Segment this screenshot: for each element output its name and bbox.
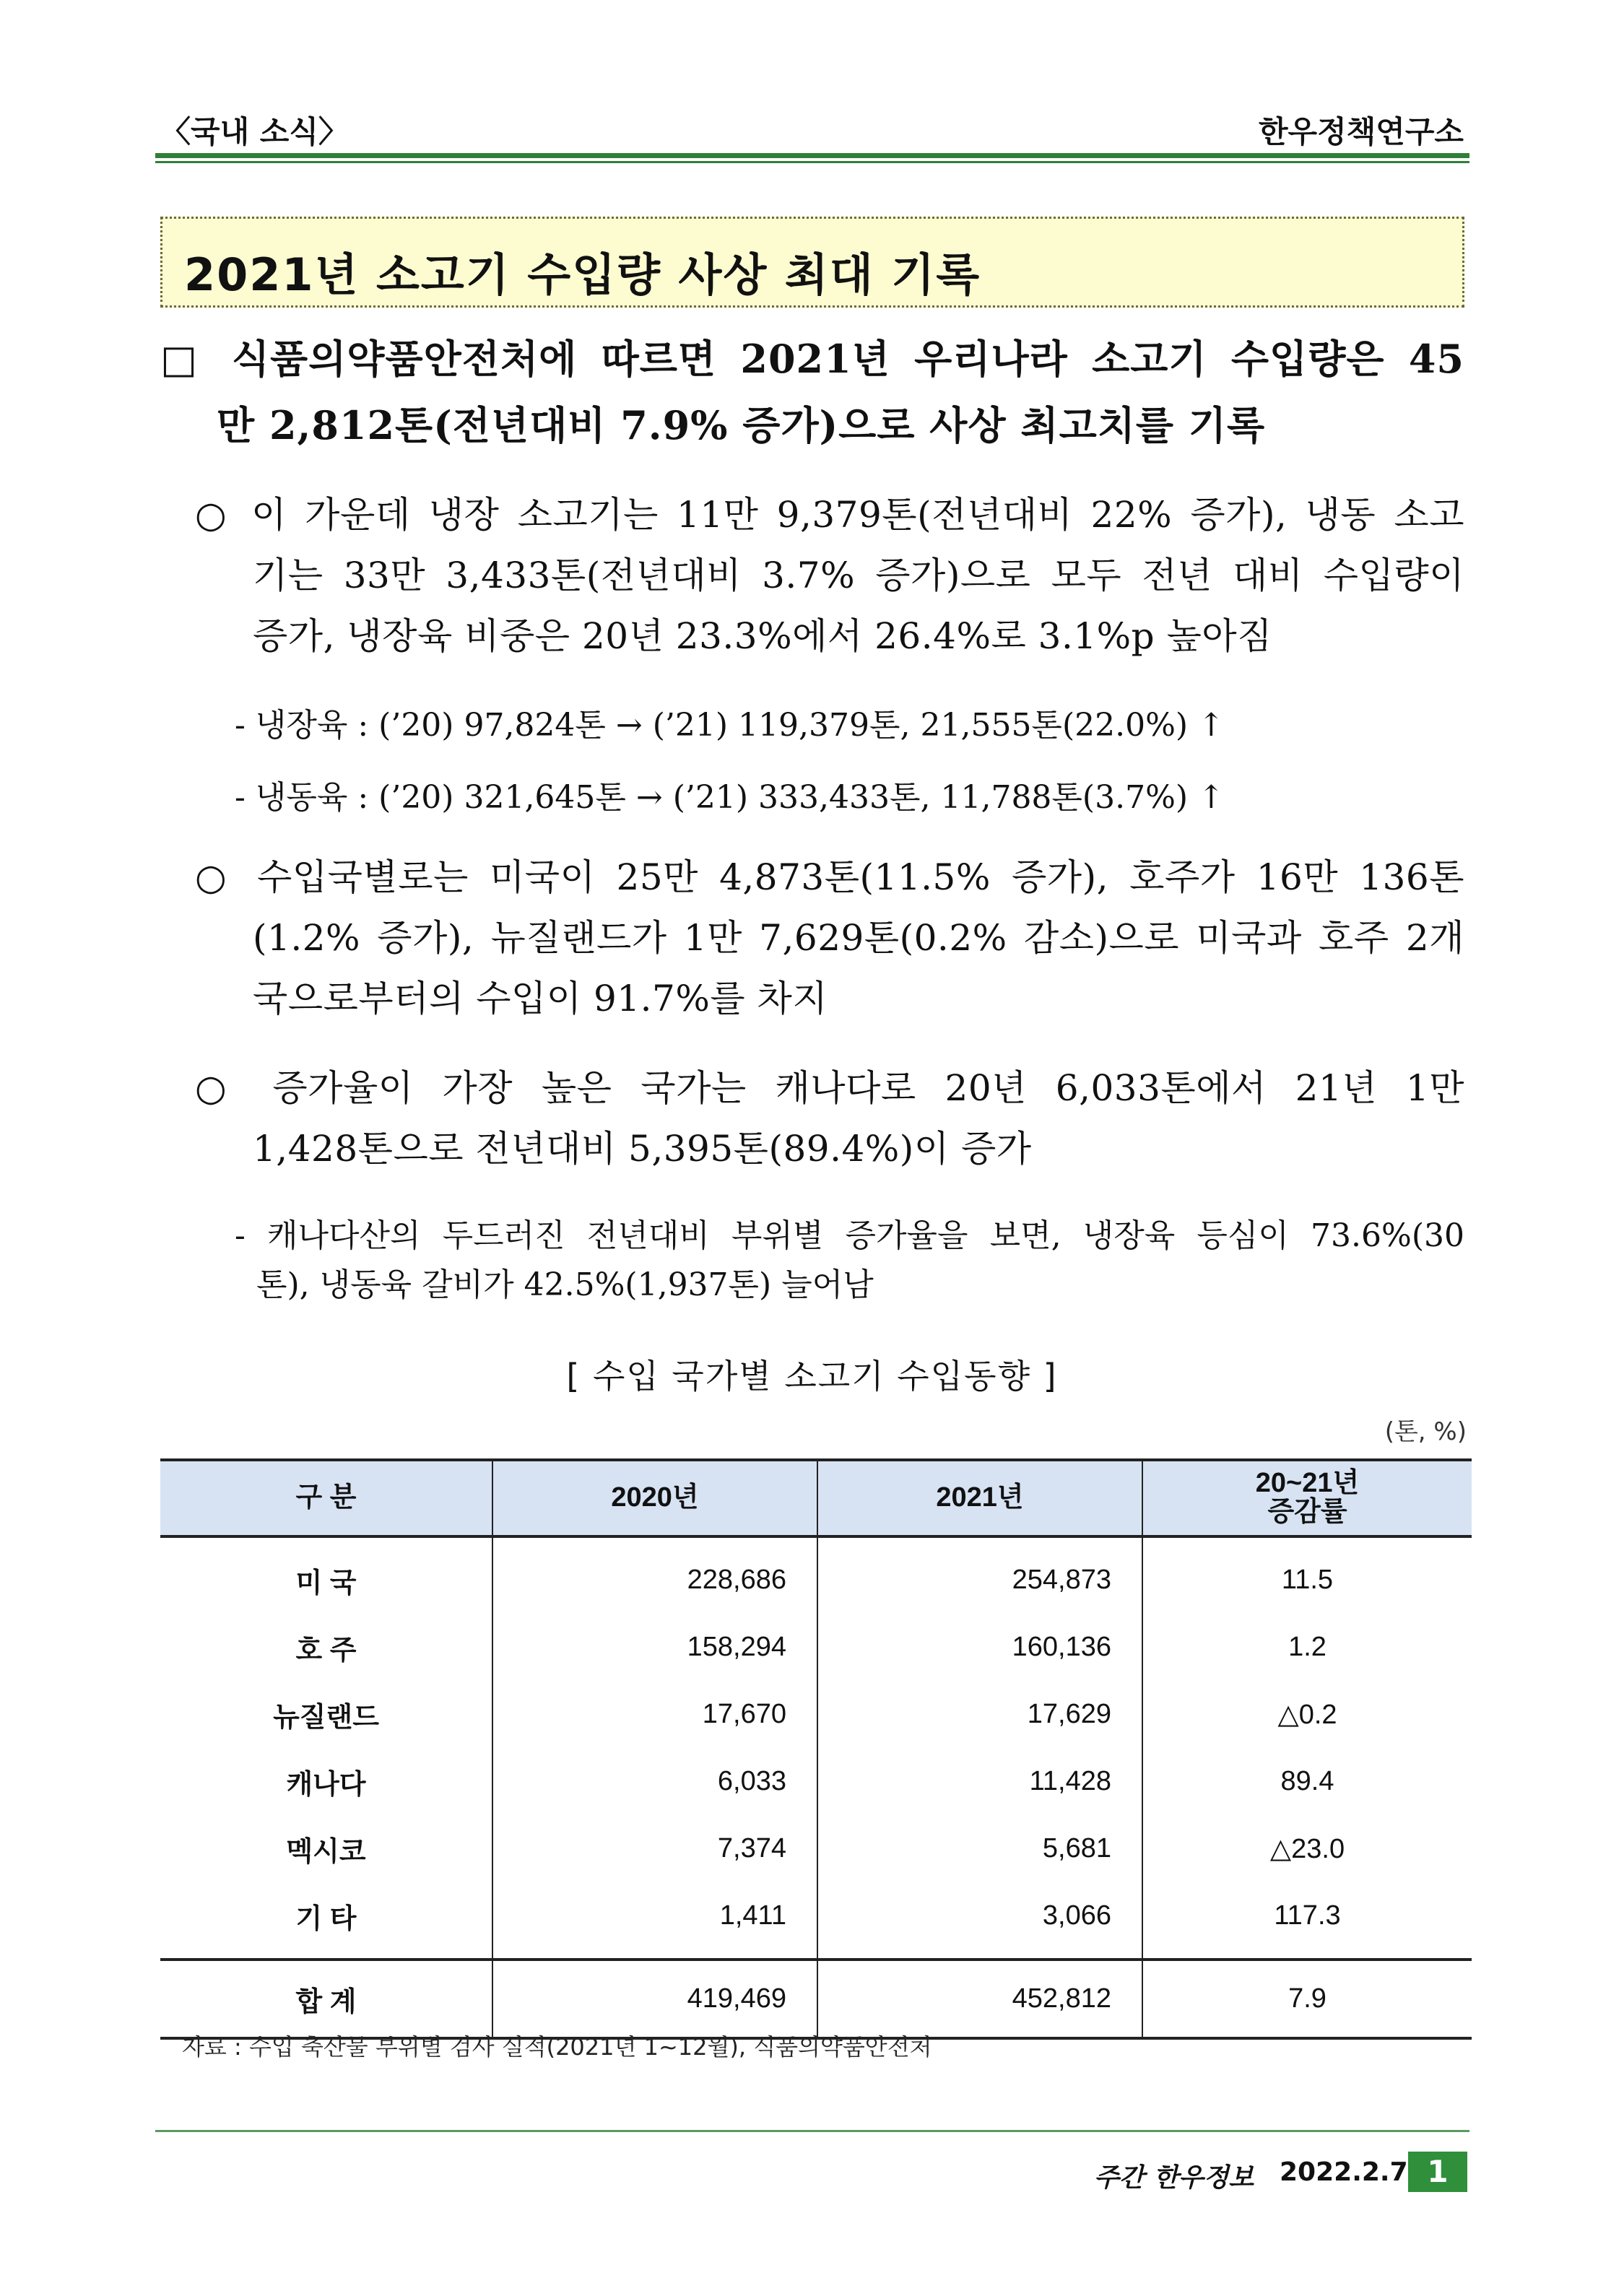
table-header-row [160,1460,1472,1536]
section-label: 〈국내 소식〉 [160,114,349,149]
table-caption: [ 수입 국가별 소고기 수입동향 ] [566,1357,1058,1396]
value-2021: 160,136 [817,1614,1142,1681]
bullet-line: ○ 이 가운데 냉장 소고기는 11만 9,379톤(전년대비 22% 증가), 냉동 소고 [195,494,1464,536]
footer-divider [155,2130,1469,2132]
total-2020: 419,469 [492,1960,817,2038]
dash-line: 톤), 냉동육 갈비가 42.5%(1,937톤) 늘어남 [256,1266,874,1303]
header-rate-line1: 20~21년 [1255,1468,1360,1499]
value-2020: 158,294 [492,1614,817,1681]
header-2020: 2020년 [492,1460,817,1536]
header-2021: 2021년 [817,1460,1142,1536]
dash-line: - 냉장육 : (’20) 97,824톤 → (’21) 119,379톤, 21,555톤(22.0%) ↑ [235,707,1225,744]
rate-value: 89.4 [1142,1748,1472,1815]
value-2021: 11,428 [817,1748,1142,1815]
title-box [160,217,1464,308]
bullet-line: 기는 33만 3,433톤(전년대비 3.7% 증가)으로 모두 전년 대비 수입량이 [253,555,1464,596]
bullet-line: ○ 수입국별로는 미국이 25만 4,873톤(11.5% 증가), 호주가 16만 136톤 [195,856,1464,898]
country-name: 캐나다 [286,1770,366,1800]
page-title: 2021년 소고기 수입량 사상 최대 기록 [184,248,981,301]
lead-line: 만 2,812톤(전년대비 7.9% 증가)으로 사상 최고치를 기록 [217,402,1266,448]
header-divider-thin [155,161,1469,163]
table-row [160,1614,1472,1681]
bullet-line: 증가, 냉장육 비중은 20년 23.3%에서 26.4%로 3.1%p 높아짐 [253,615,1272,657]
header-rate-line2: 증감률 [1267,1497,1347,1527]
header-category: 구 분 [160,1460,492,1536]
country-name: 멕시코 [286,1837,366,1867]
bullet-line: 1,428톤으로 전년대비 5,395톤(89.4%)이 증가 [253,1128,1032,1170]
table-row [160,1882,1472,1960]
table-unit: (톤, %) [1384,1417,1467,1446]
value-2021: 3,066 [817,1882,1142,1960]
bullet-line: (1.2% 증가), 뉴질랜드가 1만 7,629톤(0.2% 감소)으로 미국과 호주 2개 [253,917,1464,959]
rate-value: 11.5 [1142,1536,1472,1614]
value-2020: 6,033 [492,1748,817,1815]
header-divider [155,153,1469,158]
value-2020: 7,374 [492,1815,817,1882]
country-name: 기 타 [295,1904,357,1934]
country-name: 호 주 [295,1635,357,1666]
value-2021: 254,873 [817,1536,1142,1614]
organization-name: 한우정책연구소 [1258,114,1464,149]
value-2021: 5,681 [817,1815,1142,1882]
value-2021: 17,629 [817,1681,1142,1748]
lead-line: □ 식품의약품안전처에 따르면 2021년 우리나라 소고기 수입량은 45 [160,336,1464,382]
rate-value: △0.2 [1142,1681,1472,1748]
page-number: 1 [1408,2152,1467,2192]
country-name: 뉴질랜드 [273,1703,379,1733]
value-2020: 17,670 [492,1681,817,1748]
dash-line: - 캐나다산의 두드러진 전년대비 부위별 증가율을 보면, 냉장육 등심이 73.6%(30 [235,1217,1464,1254]
bullet-line: 국으로부터의 수입이 91.7%를 차지 [253,978,828,1019]
table-source: 자료 : 수입 축산물 부위별 검사 실적(2021년 1~12월), 식품의약품안전처 [182,2033,932,2061]
table-row [160,1748,1472,1815]
bullet-line: ○ 증가율이 가장 높은 국가는 캐나다로 20년 6,033톤에서 21년 1만 [195,1067,1464,1109]
total-2021: 452,812 [817,1960,1142,2038]
table-row [160,1681,1472,1748]
publication-date: 2022.2.7 [1280,2157,1408,2187]
table-row [160,1536,1472,1614]
import-table [160,1458,1472,2040]
header-rate [1142,1460,1472,1536]
table-total-row [160,1960,1472,2038]
table-row [160,1815,1472,1882]
rate-value: △23.0 [1142,1815,1472,1882]
country-name: 미 국 [295,1568,357,1599]
rate-value: 117.3 [1142,1882,1472,1960]
total-label: 합 계 [160,1960,492,2038]
value-2020: 228,686 [492,1536,817,1614]
publication-name: 주간 한우정보 [1094,2163,1254,2193]
dash-line: - 냉동육 : (’20) 321,645톤 → (’21) 333,433톤, 11,788톤(3.7%) ↑ [235,779,1225,816]
total-rate: 7.9 [1142,1960,1472,2038]
rate-value: 1.2 [1142,1614,1472,1681]
value-2020: 1,411 [492,1882,817,1960]
